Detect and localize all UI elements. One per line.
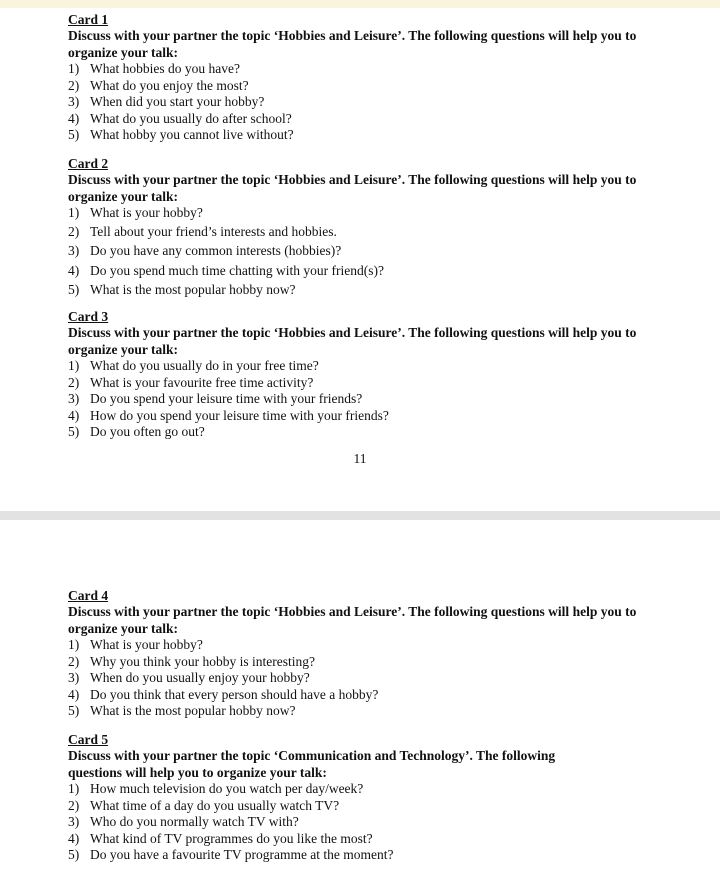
question-item — [68, 391, 658, 408]
question-item — [68, 424, 658, 441]
question-item — [68, 261, 658, 281]
question-text: What is your hobby? — [90, 205, 203, 220]
question-number: 3) — [68, 670, 80, 685]
question-text: What is your hobby? — [90, 637, 203, 652]
question-number: 4) — [68, 830, 80, 846]
question-text: Do you think that every person should have a hobby? — [90, 686, 379, 702]
question-number: 2) — [68, 77, 80, 93]
card-prompt: Discuss with your partner the topic ‘Hobbies and Leisure’. The following questions will help you to organize your talk: — [68, 28, 637, 60]
question-number: 5) — [68, 282, 80, 297]
question-item — [68, 798, 658, 815]
page-number: 11 — [353, 451, 367, 466]
question-item — [68, 127, 658, 144]
question-number: 2) — [68, 223, 80, 239]
question-number: 5) — [68, 424, 80, 439]
card-3 — [68, 309, 658, 441]
card-2 — [68, 156, 658, 300]
question-list — [68, 637, 658, 720]
question-number: 3) — [68, 243, 80, 258]
question-text: Tell about your friend’s interests and hobbies. — [90, 223, 337, 239]
question-item — [68, 358, 658, 375]
question-number: 4) — [68, 262, 80, 278]
question-item — [68, 408, 658, 425]
question-number: 1) — [68, 61, 80, 76]
card-title: Card 1 — [68, 12, 109, 27]
question-item — [68, 205, 658, 222]
question-number: 1) — [68, 358, 80, 373]
question-number: 5) — [68, 127, 80, 142]
question-text: Why you think your hobby is interesting? — [90, 653, 315, 669]
question-number: 1) — [68, 637, 80, 652]
question-text: What time of a day do you usually watch TV? — [90, 797, 340, 813]
question-text: What is the most popular hobby now? — [90, 703, 296, 718]
question-item — [68, 847, 658, 864]
question-item — [68, 375, 658, 392]
question-item — [68, 637, 658, 654]
card-prompt: Discuss with your partner the topic ‘Hobbies and Leisure’. The following questions will help you to organize your talk: — [68, 325, 637, 357]
question-list — [68, 358, 658, 441]
question-text: What hobbies do you have? — [90, 61, 240, 76]
question-list — [68, 61, 658, 144]
question-number: 3) — [68, 814, 80, 829]
page-separator — [0, 511, 720, 520]
question-text: What do you enjoy the most? — [90, 77, 249, 93]
question-text: What do you usually do after school? — [90, 110, 292, 126]
card-title: Card 3 — [68, 309, 109, 324]
card-prompt: Discuss with your partner the topic ‘Hobbies and Leisure’. The following questions will help you to organize your talk: — [68, 604, 637, 636]
question-item — [68, 61, 658, 78]
question-list — [68, 781, 658, 864]
question-item — [68, 111, 658, 128]
card-1 — [68, 12, 658, 144]
document-page-12 — [0, 520, 720, 873]
question-number: 3) — [68, 391, 80, 406]
question-text: How do you spend your leisure time with your friends? — [90, 407, 389, 423]
question-text: Do you have a favourite TV programme at the moment? — [90, 847, 394, 862]
question-text: What is your favourite free time activity? — [90, 374, 314, 390]
question-number: 4) — [68, 686, 80, 702]
question-number: 3) — [68, 94, 80, 109]
question-list — [68, 205, 658, 300]
question-item — [68, 654, 658, 671]
question-text: When do you usually enjoy your hobby? — [90, 670, 310, 685]
card-5 — [68, 732, 658, 864]
question-text: What hobby you cannot live without? — [90, 127, 294, 142]
card-title: Card 5 — [68, 732, 109, 747]
question-number: 1) — [68, 205, 80, 220]
question-number: 2) — [68, 374, 80, 390]
card-title: Card 4 — [68, 588, 109, 603]
question-number: 4) — [68, 110, 80, 126]
question-item — [68, 241, 658, 261]
card-prompt: Discuss with your partner the topic ‘Hobbies and Leisure’. The following questions will help you to organize your talk: — [68, 172, 637, 204]
question-number: 2) — [68, 797, 80, 813]
question-item — [68, 78, 658, 95]
question-item — [68, 831, 658, 848]
card-4 — [68, 588, 658, 720]
question-text: When did you start your hobby? — [90, 94, 265, 109]
question-text: Do you spend your leisure time with your friends? — [90, 391, 363, 406]
question-number: 5) — [68, 703, 80, 718]
card-title: Card 2 — [68, 156, 109, 171]
question-text: Do you have any common interests (hobbies)? — [90, 243, 342, 258]
question-item — [68, 687, 658, 704]
card-prompt: Discuss with your partner the topic ‘Communication and Technology’. The following questions will help you to organize your talk: — [68, 748, 556, 780]
question-text: What is the most popular hobby now? — [90, 282, 296, 297]
question-item — [68, 703, 658, 720]
question-text: Do you spend much time chatting with your friend(s)? — [90, 262, 384, 278]
question-number: 4) — [68, 407, 80, 423]
question-text: Do you often go out? — [90, 424, 205, 439]
question-number: 1) — [68, 781, 80, 796]
question-item — [68, 781, 658, 798]
question-text: What kind of TV programmes do you like the most? — [90, 830, 373, 846]
document-page-11 — [0, 8, 720, 511]
question-item — [68, 222, 658, 242]
question-item — [68, 670, 658, 687]
question-number: 2) — [68, 653, 80, 669]
question-item — [68, 280, 658, 300]
question-text: How much television do you watch per day/week? — [90, 781, 364, 796]
question-text: Who do you normally watch TV with? — [90, 814, 299, 829]
question-text: What do you usually do in your free time? — [90, 358, 319, 373]
question-item — [68, 94, 658, 111]
question-number: 5) — [68, 847, 80, 862]
question-item — [68, 814, 658, 831]
